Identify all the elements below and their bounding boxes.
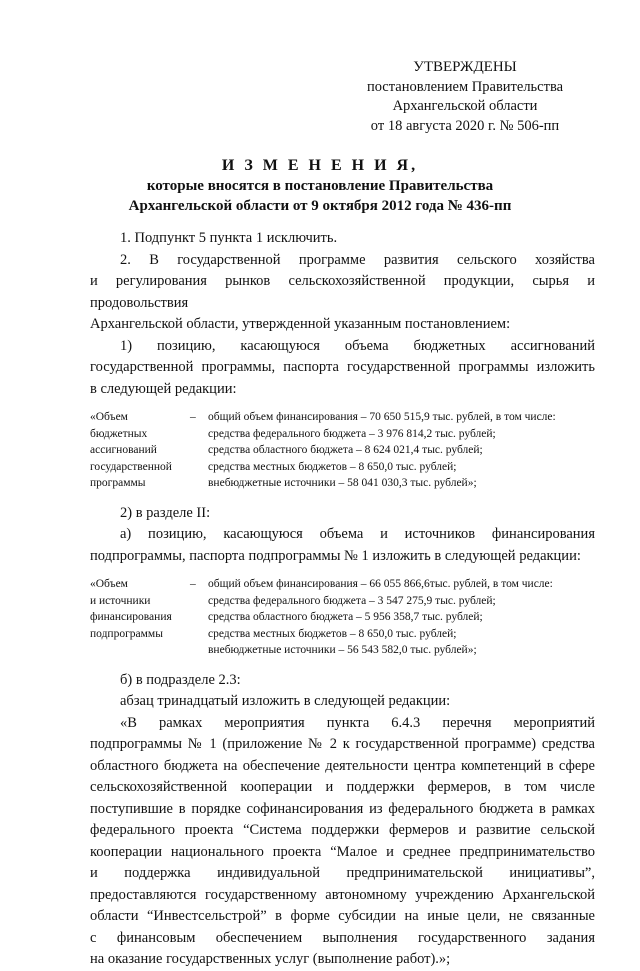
table-label-line: подпрограммы — [90, 627, 163, 640]
document-title — [60, 156, 580, 216]
table-label-line: и источники — [90, 594, 151, 607]
approval-line: Архангельской области — [392, 98, 538, 114]
table-label-line: государственной — [90, 460, 172, 473]
paragraph-2-line: 2. В государственной программе развития сельского хозяйства — [120, 251, 595, 268]
title-line: Архангельской области от 9 октября 2012 года № 436-пп — [128, 198, 512, 214]
approval-stamp — [330, 58, 600, 136]
table-value-line: средства областного бюджета – 8 624 021,4 тыс. рублей; — [208, 444, 483, 456]
paragraph-4: 2) в разделе II: — [120, 504, 211, 521]
paragraph-3-line: 1) позицию, касающуюся объема бюджетных ассигнований — [120, 337, 595, 354]
paragraph-3-line: в следующей редакции: — [90, 380, 237, 397]
approval-line: постановлением Правительства — [366, 78, 564, 95]
quote-line: федерального проекта “Система поддержки фермеров и развитие сельской — [90, 822, 595, 838]
title-heading: И З М Е Н Е Н И Я, — [221, 157, 419, 174]
budget-table-program — [90, 409, 595, 492]
table-value-line: средства местных бюджетов – 8 650,0 тыс. рублей; — [208, 627, 457, 640]
table-label-line: ассигнований — [90, 444, 157, 456]
quote-line: области “Инвестсельстрой” в форме субсидии на иные цели, не связанные — [90, 908, 595, 924]
approval-heading: УТВЕРЖДЕНЫ — [413, 59, 517, 75]
table-label-line: финансирования — [90, 611, 172, 623]
table-label-line: «Объем — [90, 411, 128, 423]
quote-line: подпрограммы № 1 (приложение № 2 к государственной программе) средства — [90, 736, 595, 752]
quote-line: кооперации национального проекта “Малое и среднее предпринимательство — [90, 843, 595, 860]
table-label-cell — [90, 576, 190, 659]
table-value-line: внебюджетные источники – 56 543 582,0 тыс. рублей»; — [208, 644, 477, 656]
paragraph-2-line: Архангельской области, утвержденной указанным постановлением: — [90, 316, 511, 332]
paragraph-1: 1. Подпункт 5 пункта 1 исключить. — [120, 230, 338, 246]
table-value-line: средства федерального бюджета – 3 547 275,9 тыс. рублей; — [208, 594, 496, 607]
table-label-line: программы — [90, 477, 146, 489]
table-value-line: средства местных бюджетов – 8 650,0 тыс. рублей; — [208, 460, 457, 473]
paragraph-2-line: и регулирования рынков сельскохозяйственной продукции, сырья и продовольствия — [90, 273, 595, 311]
paragraph-3-line: государственной программы, паспорта государственной программы изложить — [90, 359, 595, 375]
table-label-line: бюджетных — [90, 427, 148, 440]
quote-line: «В рамках мероприятия пункта 6.4.3 перечня мероприятий — [120, 714, 595, 731]
paragraph-5-line: подпрограммы, паспорта подпрограммы № 1 изложить в следующей редакции: — [90, 547, 581, 564]
table-value-cell — [208, 576, 595, 659]
quote-line: сельскохозяйственной кооперации и поддержки фермеров, в том числе — [90, 779, 595, 795]
table-label-line: «Объем — [90, 578, 128, 590]
table-value-line: внебюджетные источники – 58 041 030,3 тыс. рублей»; — [208, 477, 477, 489]
quote-line: и поддержка индивидуальной предпринимательской инициативы”, — [90, 865, 595, 881]
table-dash: – — [190, 578, 196, 590]
budget-table-subprogram — [90, 576, 595, 659]
paragraph-6: б) в подразделе 2.3: — [120, 671, 241, 688]
document-body — [90, 228, 595, 971]
table-dash: – — [190, 411, 196, 423]
table-value-cell — [208, 409, 595, 492]
quote-line: поступившие в порядке софинансирования из федерального бюджета в рамках — [90, 800, 595, 817]
paragraph-5-line: а) позицию, касающуюся объема и источников финансирования — [120, 526, 595, 542]
approval-date: от 18 августа 2020 г. № 506-пп — [370, 117, 560, 134]
table-label-cell — [90, 409, 190, 492]
table-value-line: средства федерального бюджета – 3 976 814,2 тыс. рублей; — [208, 427, 496, 440]
paragraph-7: абзац тринадцатый изложить в следующей редакции: — [120, 693, 451, 709]
title-line: которые вносятся в постановление Правительства — [146, 178, 494, 194]
quote-line: с финансовым обеспечением выполнения государственного задания — [90, 929, 595, 946]
quote-line: предоставляются государственному автономному учреждению Архангельской — [90, 886, 595, 903]
table-value-line: средства областного бюджета – 5 956 358,7 тыс. рублей; — [208, 611, 483, 623]
quote-line: на оказание государственных услуг (выполнение работ).»; — [90, 951, 451, 967]
quote-line: областного бюджета на обеспечение деятельности центра компетенций в сфере — [90, 757, 595, 774]
table-value-line: общий объем финансирования – 66 055 866,6тыс. рублей, в том числе: — [208, 578, 553, 590]
table-value-line: общий объем финансирования – 70 650 515,9 тыс. рублей, в том числе: — [208, 411, 556, 423]
